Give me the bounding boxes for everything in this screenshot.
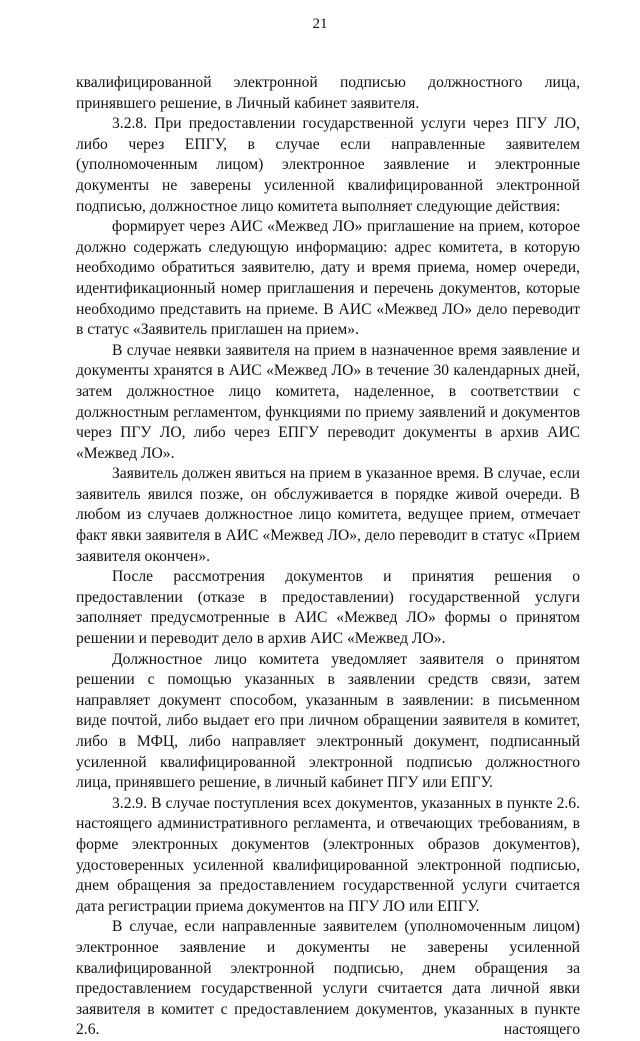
- paragraph-3-2-8: 3.2.8. При предоставлении государственной услуги через ПГУ ЛО, либо через ЕПГУ, в случае если направленные заявителем (уполномоченным лицом) электронное заявление и электронные документы не заверены усиленной квалифицированной электронной подписью, должностное лицо комитета выполняет следующие действия:: [76, 115, 580, 215]
- paragraph-3-2-9: 3.2.9. В случае поступления всех документов, указанных в пункте 2.6. настоящего административного регламента, и отвечающих требованиям, в форме электронных документов (электронных образов документов), удостоверенных усиленной квалифицированной электронной подписью, днем обращения за предоставлением государственной услуги считается дата регистрации приема документов на ПГУ ЛО или ЕПГУ.: [76, 794, 580, 915]
- paragraph-unsigned-documents: В случае, если направленные заявителем (уполномоченным лицом) электронное заявление и документы не заверены усиленной квалифицированной электронной подписью, днем обращения за предоставлением государственной услуги считается дата личной явки заявителя в комитет с предоставлением документов, указанных в пункте 2.6. настоящего: [76, 918, 580, 1039]
- page-number: 21: [312, 16, 328, 32]
- paragraph-no-show: В случае неявки заявителя на прием в назначенное время заявление и документы хранятся в АИС «Межвед ЛО» в течение 30 календарных дней, затем должностное лицо комитета, наделенное, в соответствии с должностным регламентом, функциями по приему заявлений и документов через ПГУ ЛО, либо через ЕПГУ переводит документы в архив АИС «Межвед ЛО».: [76, 341, 580, 462]
- paragraph-notification: Должностное лицо комитета уведомляет заявителя о принятом решении с помощью указанных в заявлении средств связи, затем направляет документ способом, указанным в заявлении: в письменном виде почтой, либо выдает его при личном обращении заявителя в комитет, либо в МФЦ, либо направляет электронный документ, подписанный усиленной квалифицированной электронной подписью должностного лица, принявшего решение, в личный кабинет ПГУ или ЕПГУ.: [76, 650, 580, 792]
- body-text: [76, 73, 580, 1041]
- paragraph-decision: После рассмотрения документов и принятия решения о предоставлении (отказе в предоставлении) государственной услуги заполняет предусмотренные в АИС «Межвед ЛО» формы о принятом решении и переводит дело в архив АИС «Межвед ЛО».: [76, 568, 580, 648]
- paragraph-appearance: Заявитель должен явиться на прием в указанное время. В случае, если заявитель явился позже, он обслуживается в порядке живой очереди. В любом из случаев должностное лицо комитета, ведущее прием, отмечает факт явки заявителя в АИС «Межвед ЛО», дело переводит в статус «Прием заявителя окончен».: [76, 465, 580, 565]
- paragraph-continuation: квалифицированной электронной подписью должностного лица, принявшего решение, в Личный кабинет заявителя.: [76, 74, 580, 112]
- paragraph-invitation: формирует через АИС «Межвед ЛО» приглашение на прием, которое должно содержать следующую информацию: адрес комитета, в которую необходимо обратиться заявителю, дату и время приема, номер очереди, идентификационный номер приглашения и перечень документов, которые необходимо представить на приеме. В АИС «Межвед ЛО» дело переводит в статус «Заявитель приглашен на прием».: [76, 218, 580, 339]
